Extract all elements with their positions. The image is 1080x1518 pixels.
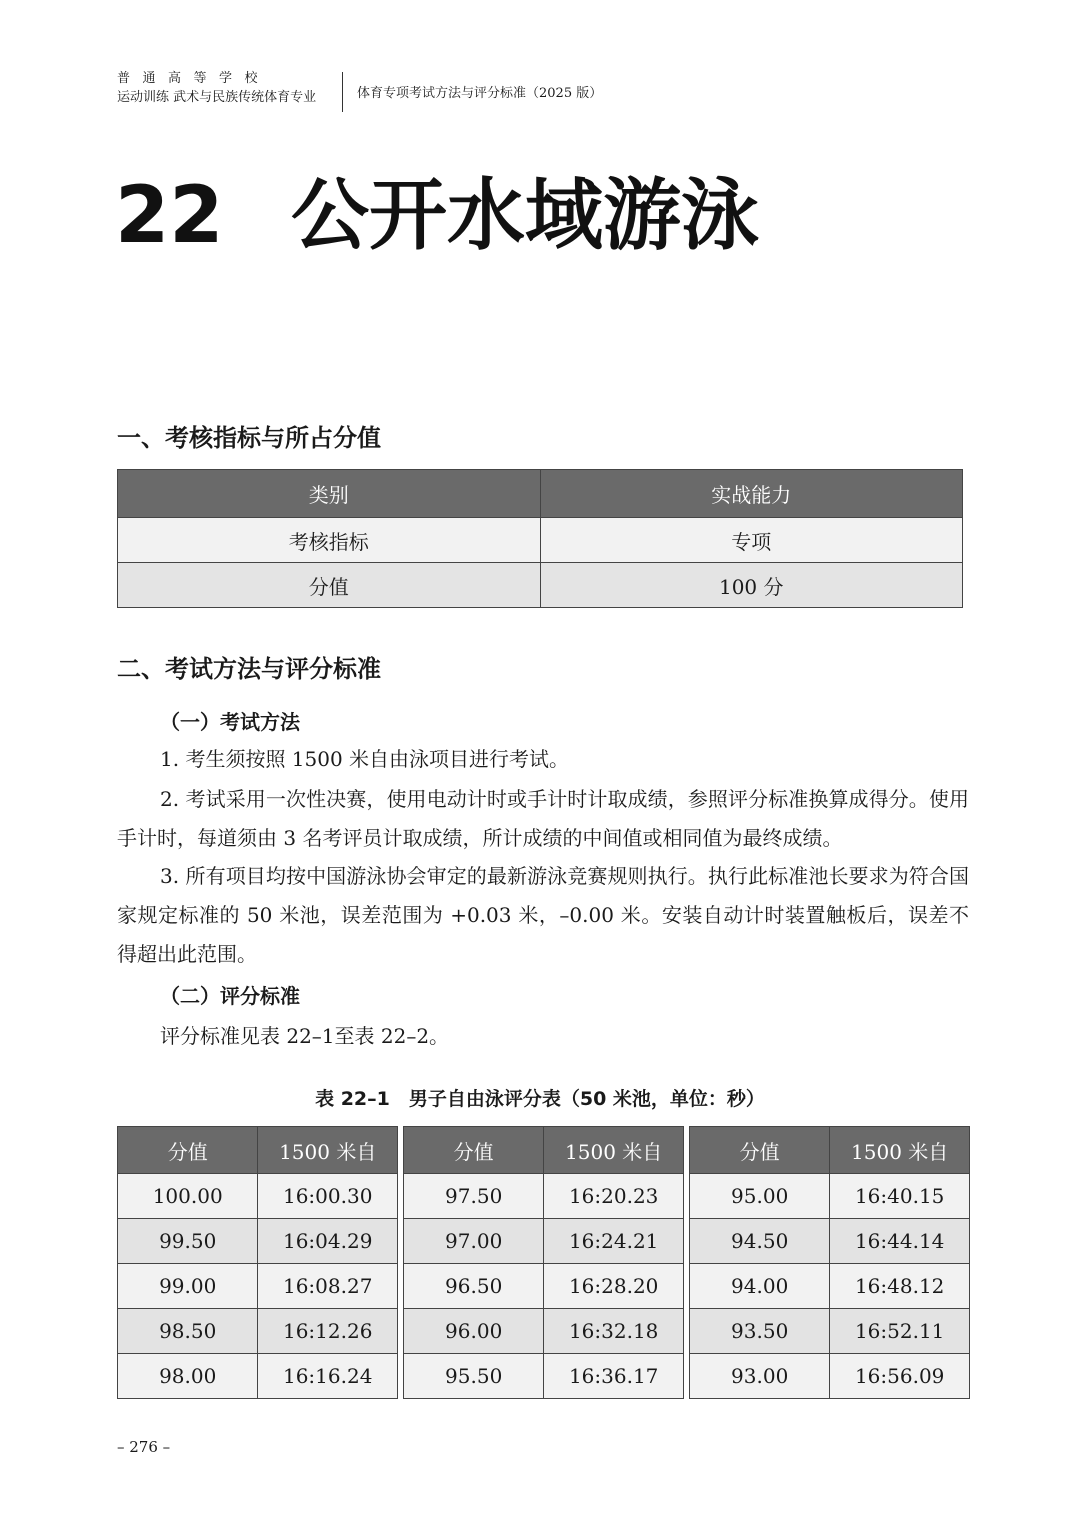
time-cell: 16:32.18	[544, 1309, 684, 1354]
score-cell: 94.00	[690, 1264, 830, 1309]
score-table-part-1	[117, 1126, 398, 1399]
time-cell: 16:28.20	[544, 1264, 684, 1309]
score-cell: 99.50	[118, 1219, 258, 1264]
score-cell: 93.50	[690, 1309, 830, 1354]
time-cell: 16:16.24	[258, 1354, 398, 1399]
header-score: 分值	[690, 1127, 830, 1174]
table-row	[118, 1219, 398, 1264]
chapter-number: 22	[115, 171, 224, 261]
time-cell: 16:08.27	[258, 1264, 398, 1309]
time-cell: 16:36.17	[544, 1354, 684, 1399]
header-score: 分值	[404, 1127, 544, 1174]
section2-heading: 二、考试方法与评分标准	[117, 654, 381, 683]
table-row	[690, 1219, 970, 1264]
table-row	[690, 1174, 970, 1219]
table-row	[404, 1219, 684, 1264]
table-row	[690, 1354, 970, 1399]
table-row	[118, 1354, 398, 1399]
table-row	[118, 1309, 398, 1354]
subheading-exam-method: （一）考试方法	[160, 710, 300, 734]
table-row	[404, 1174, 684, 1219]
score-cell: 98.00	[118, 1354, 258, 1399]
score-table-part-2	[403, 1126, 684, 1399]
table-cell: 100 分	[540, 563, 963, 608]
table-cell: 专项	[540, 518, 963, 563]
score-cell: 98.50	[118, 1309, 258, 1354]
header-school: 普通高等学校	[117, 71, 271, 86]
table-row	[404, 1264, 684, 1309]
score-table-header	[690, 1127, 970, 1174]
time-cell: 16:04.29	[258, 1219, 398, 1264]
table-row	[118, 563, 963, 608]
table-row	[118, 518, 963, 563]
time-cell: 16:00.30	[258, 1174, 398, 1219]
score-table-header	[118, 1127, 398, 1174]
subheading-scoring: （二）评分标准	[160, 984, 300, 1008]
header-department: 运动训练 武术与民族传统体育专业	[117, 90, 317, 105]
score-cell: 94.50	[690, 1219, 830, 1264]
time-cell: 16:44.14	[830, 1219, 970, 1264]
time-cell: 16:12.26	[258, 1309, 398, 1354]
score-table-header	[404, 1127, 684, 1174]
header-1500m-freestyle: 1500 米自	[258, 1127, 398, 1174]
score-cell: 96.00	[404, 1309, 544, 1354]
score-cell: 95.00	[690, 1174, 830, 1219]
table-row	[118, 1174, 398, 1219]
running-header	[117, 70, 603, 114]
scoring-reference: 评分标准见表 22–1至表 22–2。	[160, 1024, 450, 1048]
score-cell: 96.50	[404, 1264, 544, 1309]
indicator-table-header	[118, 470, 963, 518]
time-cell: 16:40.15	[830, 1174, 970, 1219]
method-item-2: 2. 考试采用一次性决赛，使用电动计时或手计时计取成绩，参照评分标准换算成得分。使用手计时，每道须由 3 名考评员计取成绩，所计成绩的中间值或相同值为最终成绩。	[117, 787, 969, 850]
time-cell: 16:52.11	[830, 1309, 970, 1354]
chapter-heading	[115, 168, 759, 264]
indicator-header-category: 类别	[118, 470, 541, 518]
table-row	[404, 1354, 684, 1399]
header-1500m-freestyle: 1500 米自	[830, 1127, 970, 1174]
method-item-1: 1. 考生须按照 1500 米自由泳项目进行考试。	[160, 747, 570, 771]
table-row	[118, 1264, 398, 1309]
score-cell: 97.00	[404, 1219, 544, 1264]
table-row	[690, 1309, 970, 1354]
score-cell: 97.50	[404, 1174, 544, 1219]
table-cell: 分值	[118, 563, 541, 608]
header-divider	[342, 72, 343, 112]
score-cell: 95.50	[404, 1354, 544, 1399]
page-number: – 276 –	[117, 1438, 171, 1456]
indicator-header-ability: 实战能力	[540, 470, 963, 518]
time-cell: 16:56.09	[830, 1354, 970, 1399]
indicator-table	[117, 469, 963, 608]
table-cell: 考核指标	[118, 518, 541, 563]
table-row	[404, 1309, 684, 1354]
time-cell: 16:24.21	[544, 1219, 684, 1264]
score-cell: 93.00	[690, 1354, 830, 1399]
score-table-part-3	[689, 1126, 970, 1399]
score-cell: 100.00	[118, 1174, 258, 1219]
method-item-3: 3. 所有项目均按中国游泳协会审定的最新游泳竞赛规则执行。执行此标准池长要求为符合国家规定标准的 50 米池，误差范围为 +0.03 米，–0.00 米。安装自动计时装置触板后，误差不得超出此范围。	[117, 864, 969, 966]
header-score: 分值	[118, 1127, 258, 1174]
chapter-title: 公开水域游泳	[291, 171, 760, 261]
table-row	[690, 1264, 970, 1309]
time-cell: 16:48.12	[830, 1264, 970, 1309]
score-cell: 99.00	[118, 1264, 258, 1309]
header-book-title: 体育专项考试方法与评分标准（2025 版）	[357, 86, 603, 101]
section1-heading: 一、考核指标与所占分值	[117, 423, 381, 452]
table-caption: 表 22–1 男子自由泳评分表（50 米池，单位：秒）	[315, 1088, 765, 1110]
time-cell: 16:20.23	[544, 1174, 684, 1219]
header-1500m-freestyle: 1500 米自	[544, 1127, 684, 1174]
